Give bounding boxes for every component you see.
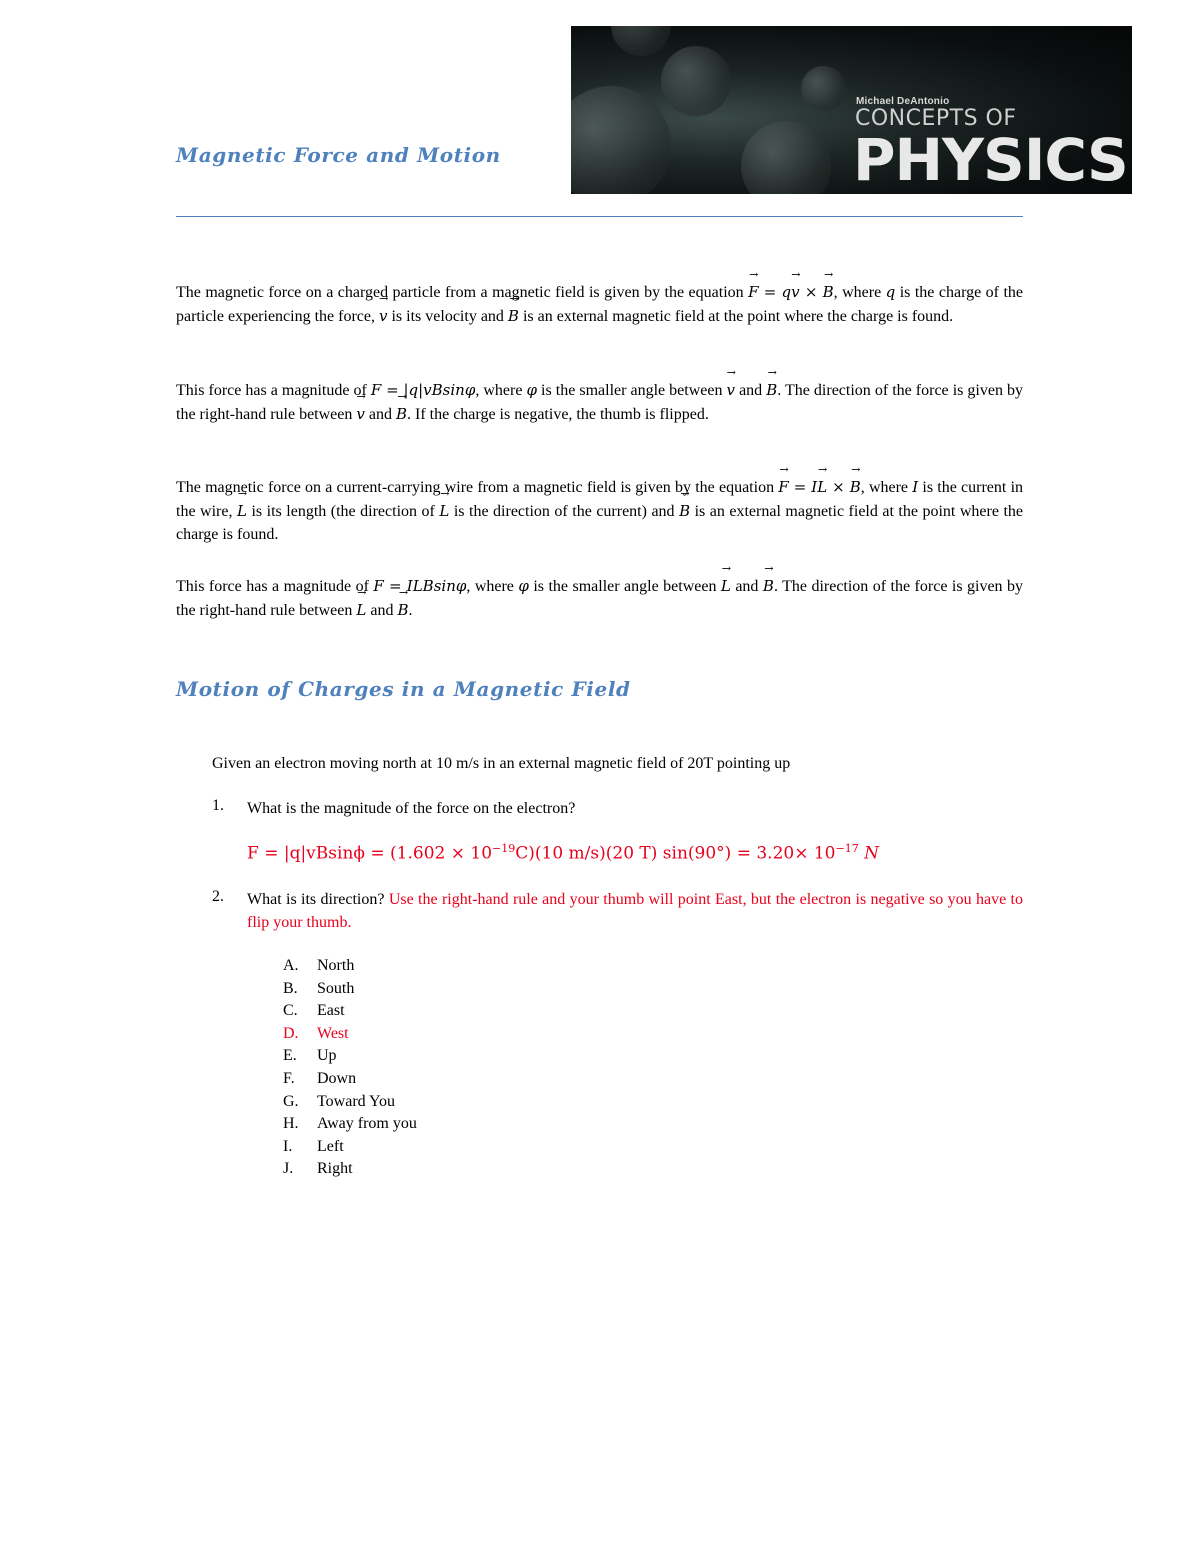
option-label: South — [317, 979, 355, 997]
option-letter: I. — [283, 1137, 293, 1155]
answer-option — [283, 1113, 417, 1136]
option-letter: H. — [283, 1115, 299, 1133]
option-letter: A. — [283, 957, 299, 974]
option-letter: F. — [283, 1069, 295, 1087]
option-letter: E. — [283, 1047, 297, 1065]
paragraph-force-magnitude-charge: This force has a magnitude of F = |q|vBsinφ, where φ is the smaller angle between → v and → B. The direction of the force is given by the right-hand rule between → v and → B. If the charge is negative, the thumb is flipped. — [176, 379, 1023, 426]
question-2-answer: Use the right-hand rule and your thumb will point East, but the electron is negative so you have to flip your thumb. — [247, 891, 1023, 931]
answer-equation: $F = |q|vBsin\phi = (1.602 \times 10^{-19}C)(10$ m/s)(20 T) $\sin(90^\circ) = 3.20\times 10^{-17}$ N — [247, 842, 879, 864]
option-letter: C. — [283, 1002, 298, 1020]
answer-option — [283, 1136, 417, 1159]
question-2-text: What is its direction? Use the right-hand rule and your thumb will point East, but the electron is negative so you have to flip your thumb. — [247, 891, 1023, 931]
paragraph-force-magnitude-wire: This force has a magnitude of F = ILBsinφ, where φ is the smaller angle between → L and → B. The direction of the force is given by the right-hand rule between → L and → B. — [176, 575, 1023, 622]
option-letter: D. — [283, 1024, 299, 1042]
option-label: North — [317, 957, 355, 974]
answer-options-list — [283, 955, 417, 1181]
option-letter: J. — [283, 1160, 294, 1178]
equation-magnitude-charge: F = |q|vBsinφ — [370, 381, 476, 399]
banner-title: PHYSICS — [853, 126, 1128, 194]
answer-option — [283, 1045, 417, 1068]
option-label: East — [317, 1002, 345, 1020]
option-letter: G. — [283, 1092, 299, 1110]
answer-option — [283, 1068, 417, 1091]
question-1-text: What is the magnitude of the force on the electron? — [247, 800, 576, 817]
paragraph-force-on-wire: The magnetic force on a current-carrying wire from a magnetic field is given by the equation → F = I→ L × → B, where I is the current in the wire, → L is its length (the direction of → L is the direction of the current) and → B is an external magnetic field at the point where the charge is found. — [176, 476, 1023, 547]
option-label: West — [317, 1024, 349, 1042]
problem-intro: Given an electron moving north at 10 m/s in an external magnetic field of 20T pointing up — [212, 755, 791, 772]
answer-option — [283, 1158, 417, 1181]
equation-force-charge: → F = q→ v × → B — [748, 283, 834, 301]
banner-subtitle: CONCEPTS OF — [855, 106, 1017, 131]
answer-option — [283, 978, 417, 1001]
answer-option — [283, 1000, 417, 1023]
option-label: Toward You — [317, 1092, 395, 1110]
section-heading: Motion of Charges in a Magnetic Field — [176, 677, 631, 701]
option-label: Up — [317, 1047, 337, 1065]
question-2-number: 2. — [212, 888, 224, 905]
answer-option — [283, 955, 417, 978]
title-divider — [176, 216, 1023, 217]
option-letter: B. — [283, 979, 298, 997]
equation-force-wire: → F = I→ L × → B — [778, 478, 860, 496]
option-label: Right — [317, 1160, 353, 1178]
answer-option — [283, 1091, 417, 1114]
answer-option — [283, 1023, 417, 1046]
banner-author: Michael DeAntonio — [856, 96, 950, 107]
paragraph-force-on-charge: The magnetic force on a charged particle from a magnetic field is given by the equation → F = q→ v × → B, where q is the charge of the particle experiencing the force, → v is its velocity and → B is an external magnetic field at the point where the charge is found. — [176, 281, 1023, 328]
page-title: Magnetic Force and Motion — [176, 143, 501, 167]
option-label: Left — [317, 1137, 344, 1155]
question-1-number: 1. — [212, 797, 224, 814]
concepts-of-physics-banner — [571, 26, 1132, 194]
option-label: Away from you — [317, 1115, 417, 1133]
equation-magnitude-wire: F = ILBsinφ — [373, 577, 467, 595]
option-label: Down — [317, 1069, 357, 1087]
